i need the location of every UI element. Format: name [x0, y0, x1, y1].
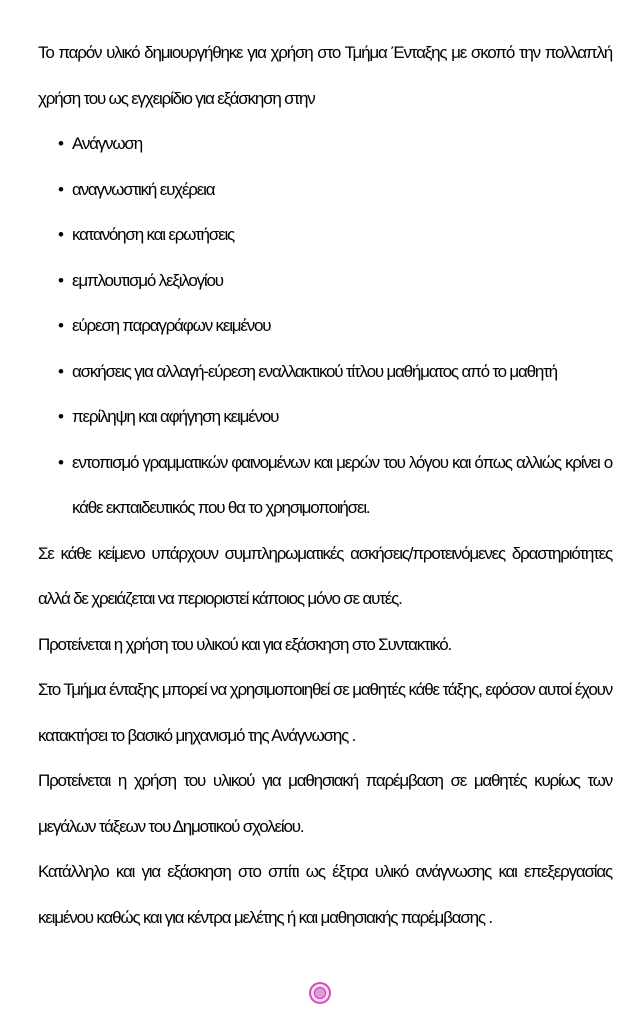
- list-item: • εμπλουτισμό λεξιλογίου: [58, 258, 612, 304]
- document-body: [38, 30, 612, 940]
- bullet-icon: •: [58, 225, 63, 244]
- bullet-list: [38, 121, 612, 531]
- list-item: • αναγνωστική ευχέρεια: [58, 167, 612, 213]
- list-item: • κατανόηση και ερωτήσεις: [58, 212, 612, 258]
- paragraph-integration: Στο Τμήμα ένταξης μπορεί να χρησιμοποιηθεί σε μαθητές κάθε τάξης, εφόσον αυτοί έχουν κατακτήσει το βασικό μηχανισμό της Ανάγνωσης .: [38, 680, 612, 745]
- flower-badge-center: [314, 987, 326, 999]
- paragraph-syntax: Προτείνεται η χρήση του υλικού και για εξάσκηση στο Συντακτικό.: [38, 634, 452, 654]
- list-item: • εύρεση παραγράφων κειμένου: [58, 303, 612, 349]
- bullet-icon: •: [58, 270, 63, 290]
- bullet-icon: •: [58, 361, 63, 381]
- list-item: • περίληψη και αφήγηση κειμένου: [58, 394, 612, 440]
- list-item: • ασκήσεις για αλλαγή-εύρεση εναλλακτικού τίτλου μαθήματος από το μαθητή: [58, 349, 612, 395]
- bullet-icon: •: [58, 407, 63, 426]
- list-item: • εντοπισμό γραμματικών φαινομένων και μερών του λόγου και όπως αλλιώς κρίνει ο κάθε εκπαιδευτικός που θα το χρησιμοποιήσει.: [58, 440, 612, 531]
- bullet-icon: •: [58, 134, 63, 153]
- intro-paragraph: Το παρόν υλικό δημιουργήθηκε για χρήση στο Τμήμα Ένταξης με σκοπό την πολλαπλή χρήση του ως εγχειρίδιο για εξάσκηση στην: [38, 43, 612, 108]
- list-item: • Ανάγνωση: [58, 121, 612, 167]
- paragraph-exercises: Σε κάθε κείμενο υπάρχουν συμπληρωματικές ασκήσεις/προτεινόμενες δραστηριότητες αλλά δε χρειάζεται να περιοριστεί κάποιος μόνο σε αυτές.: [38, 543, 612, 608]
- bullet-icon: •: [58, 452, 63, 472]
- flower-badge-icon: [309, 982, 331, 1004]
- paragraph-home-use: Κατάλληλο και για εξάσκηση στο σπίτι ως έξτρα υλικό ανάγνωσης και επεξεργασίας κειμένου καθώς και για κέντρα μελέτης ή και μαθησιακής παρέμβασης .: [38, 862, 612, 927]
- bullet-icon: •: [58, 316, 63, 335]
- bullet-icon: •: [58, 179, 63, 199]
- paragraph-intervention: Προτείνεται η χρήση του υλικού για μαθησιακή παρέμβαση σε μαθητές κυρίως των μεγάλων τάξεων του Δημοτικού σχολείου.: [38, 771, 612, 836]
